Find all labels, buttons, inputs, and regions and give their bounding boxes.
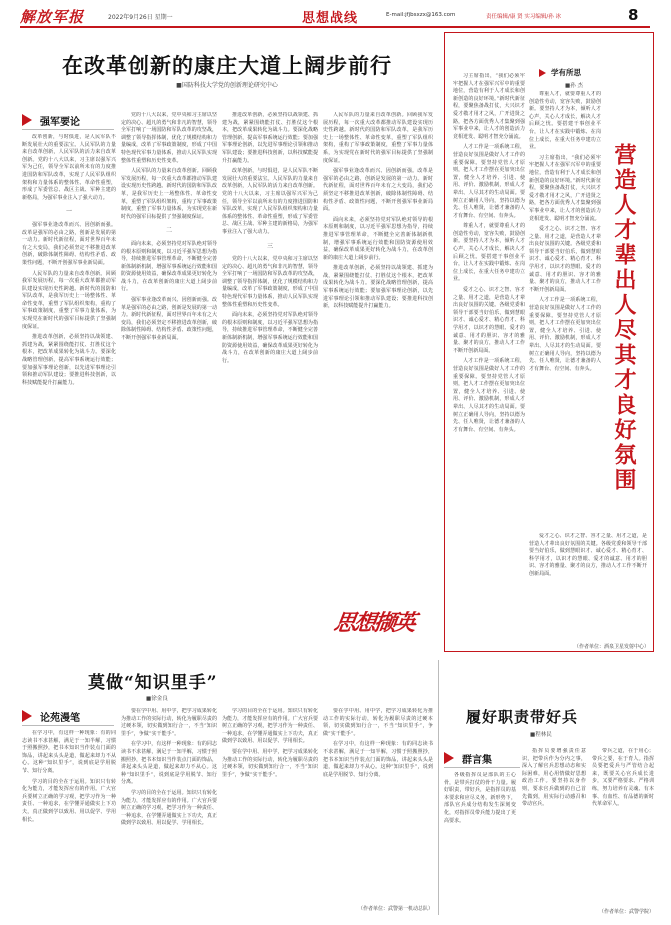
- vertical-divider: [438, 660, 439, 915]
- paragraph: 面向未来，必须坚持党对军队绝对领导的根本原则和制度，以习近平强军思想为指导，持续推进军事管理革命，不断健全完善新体制新机制，增强军事系统运行效能和国防资源使用效益，确保改革成果更好转化为战斗力，在改革创新的康庄大道上阔步前行。: [222, 312, 318, 364]
- paragraph: 人民军队的力量来自改革创新。回顾我军发展历程，每一次重大改革都推动军队建设实现历史性跨越。新时代的国防和军队改革，是我军历史上一场整体性、革命性变革，重塑了军队组织架构，重构了军事政策制度，重整了军事力量体系，为实现党在新时代的强军目标提供了坚强制度保证。: [323, 112, 433, 164]
- paragraph: 要在学中用、用中学，把学习成果转化为推动工作的实际行动，转化为履职尽责的过硬本领，切实做到知行合一，不当“知识里手”，争做“实干能手”。: [222, 748, 318, 778]
- kicker-arrow-icon: [444, 752, 454, 764]
- kicker-label: 群言集: [462, 755, 492, 766]
- essay2-headline: 履好职责带好兵: [466, 708, 579, 726]
- masthead: [20, 6, 650, 26]
- column-author: ■孙 杰: [565, 83, 583, 89]
- essay2-col-1: [444, 772, 516, 915]
- column-headline: 营造人才辈出人尽其才良好氛围: [611, 143, 637, 493]
- column-text-1: [453, 73, 525, 643]
- paragraph: 强军事业逢改革而兴、因创新而强。改革是强军的必由之路，创新是发展的第一动力。新时代新征程，面对世界百年未有之大变局，我们必须坚定不移推进改革创新，破除体制性障碍、结构性矛盾、政策性问题，不断开创强军事业新局面。: [323, 168, 433, 213]
- paragraph: 推进改革创新，必须坚持以战领建、抓建为战，紧紧围绕能打仗、打胜仗这个根本，把改革成果转化为战斗力。要深化战略管理创新，提高军事系统运行效能；要加强军事理论创新，以先进军事理论引领和推动军队建设；要推进科技创新，以科技赋能提升打赢能力。: [22, 334, 116, 386]
- paragraph: 习主席指出，“我们必须牢牢把握人才在强军兴军中的重要地位，营造有利于人才成长和创新创造的良好环境。”新时代新征程，要聚焦备战打仗，大兴识才爱才敬才用才之风，广开进贤之路，把各方面优秀人才集聚到强军事业中来，让人才的创造活力竞相迸发、聪明才智充分涌流。: [529, 154, 601, 222]
- kicker-underline: [22, 129, 114, 130]
- essay2-author: ■程林民: [530, 732, 552, 738]
- kicker-label: 强军要论: [40, 117, 80, 128]
- section-email: E-mail:jfjbsxzx@163.com: [386, 12, 456, 18]
- essay2-col-3: [592, 748, 654, 908]
- paragraph: 在学习中，有这样一种现象：有的同志读书不求甚解，满足于一知半解，习惯于照搬照抄，把书本知识当作装点门面的饰品，讲起来头头是道，做起来却力不从心。这种“知识里手”，说到底是学用脱节、知行分离。: [22, 730, 116, 774]
- column-signoff: （作者单位：酒泉卫星发射中心）: [573, 644, 649, 650]
- paragraph: 强军事业逢改革而兴、因创新而强。改革是强军的必由之路，创新是发展的第一动力。新时代新征程，面对世界百年未有之大变局，我们必须坚定不移推进改革创新，破除体制性障碍、结构性矛盾、政策性问题，不断开创强军事业新局面。: [121, 297, 217, 342]
- page-number: 8: [628, 6, 639, 24]
- calligraphy-banner: [334, 600, 438, 646]
- main-col-3: [222, 112, 318, 594]
- paragraph: 人民军队的力量来自改革创新。回顾我军发展历程，每一次重大改革都推动军队建设实现历史性跨越。新时代的国防和军队改革，是我军历史上一场整体性、革命性变革，重塑了军队组织架构，重构了军事政策制度，重整了军事力量体系，为实现党在新时代的强军目标提供了坚强制度保证。: [22, 270, 116, 330]
- paragraph: 要在学中用、用中学，把学习成果转化为推动工作的实际行动，转化为履职尽责的过硬本领，切实做到知行合一，不当“知识里手”，争做“实干能手”。: [121, 708, 217, 737]
- paragraph: 爱才之心、识才之智、容才之量、用才之道，是营造人才辈出良好氛围的关键。各级党委和领导干部要当好伯乐，做到慧眼识才、诚心爱才、精心育才、科学用才，以识才的慧眼、爱才的诚意、用才的胆识、容才的雅量、聚才的良方，推动人才工作不断开创新局面。: [529, 533, 647, 577]
- essay1-author: ■徐金良: [146, 696, 168, 702]
- paragraph: 推进改革创新，必须坚持以战领建、抓建为战，紧紧围绕能打仗、打胜仗这个根本，把改革成果转化为战斗力。要深化战略管理创新，提高军事系统运行效能；要加强军事理论创新，以先进军事理论引领和推动军队建设；要推进科技创新，以科技赋能提升打赢能力。: [323, 265, 433, 310]
- paragraph: 党的十八大以来，党中央和习主席以坚定的决心、超凡的勇气和非凡的智慧，领导全军打响了一场国防和军队改革的攻坚战，调整了领导指挥体制，优化了规模结构和力量编成，改革了军事政策制度，形成了中国特色现代军事力量体系，推动人民军队实现整体性重塑和历史性变革。: [121, 112, 217, 164]
- section-number: 一: [65, 208, 73, 216]
- column-box: [444, 32, 654, 652]
- paragraph: 指挥员要增强责任意识，把带兵作为分内之事，深入了解官兵思想动态和实际困难，用心用情做好思想政治工作。要坚持以身作则，要求官兵做到的自己首先做到，用实际行动感召和带动官兵。: [522, 748, 586, 808]
- paragraph: 人才工作是一项系统工程，营造良好氛围是做好人才工作的重要保障。要坚持党管人才原则，把人才工作摆在更加突出位置，健全人才培养、引进、使用、评价、激励机制，形成人才辈出、人尽其才的生动局面。要树立正确用人导向，坚持以德为先、任人唯贤，让德才兼备的人才有舞台、有空间、有奔头。: [453, 144, 525, 219]
- calligraphy-text: 思想撷英: [332, 610, 416, 636]
- kicker-lunyuan: [22, 708, 114, 724]
- paragraph: 面向未来，必须坚持党对军队绝对领导的根本原则和制度，以习近平强军思想为指导，持续推进军事管理革命，不断健全完善新体制新机制，增强军事系统运行效能和国防资源使用效益，确保改革成果更好转化为战斗力，在改革创新的康庄大道上阔步前行。: [121, 240, 217, 293]
- essay2-signoff: （作者单位：武警学院）: [598, 909, 654, 915]
- section-number: 三: [266, 242, 274, 250]
- kicker-arrow-icon: [539, 69, 546, 77]
- paragraph: 学习的目的全在于运用。知识只有转化为能力，才能发挥应有的作用。广大官兵要树立正确的学习观，把学习作为一种责任、一种追求，在学懂弄通做实上下功夫，真正做到学以致用、用以促学、学用相长。: [222, 708, 318, 745]
- paragraph: 各级指挥员是部队的主心骨，是带兵打仗的骨干力量。履好职责，带好兵，是指挥员的基本要求和应尽义务。新形势下，部队官兵成分结构发生深刻变化，对指挥员带兵能力提出了更高要求。: [444, 772, 516, 824]
- essay1-col-3: [222, 708, 318, 915]
- main-headline: 在改革创新的康庄大道上阔步前行: [62, 53, 392, 78]
- essay1-signoff: （作者单位：武警第一机动总队）: [357, 906, 433, 912]
- kicker-arrow-icon: [22, 114, 32, 126]
- kicker-qunyan: [444, 750, 520, 766]
- kicker-qiangjun: [22, 112, 114, 128]
- main-byline: ■国防科技大学党的创新理论研究中心: [176, 82, 278, 89]
- paper-logo: 解放军报: [20, 8, 85, 26]
- paragraph: 改革创新，与时俱进，是人民军队不断发展壮大的重要法宝。人民军队的力量来自改革创新，人民军队的活力来自改革创新。党的十八大以来，习主席以强军兴军为己任，领导全军以前所未有的力度推进国防和军队改革，实现了人民军队组织架构和力量体系的整体性、革命性重塑，形成了军委管总、战区主战、军种主建的新格局，为强军事业注入了强大动力。: [22, 134, 116, 201]
- section-name: 思想战线: [302, 11, 359, 26]
- main-col-2: [121, 112, 217, 594]
- essay1-headline: 莫做“知识里手”: [88, 673, 218, 693]
- paragraph: 改革创新，与时俱进，是人民军队不断发展壮大的重要法宝。人民军队的力量来自改革创新，人民军队的活力来自改革创新。党的十八大以来，习主席以强军兴军为己任，领导全军以前所未有的力度推进国防和军队改革，实现了人民军队组织架构和力量体系的整体性、革命性重塑，形成了军委管总、战区主战、军种主建的新格局，为强军事业注入了强大动力。: [222, 168, 318, 235]
- paragraph: 推进改革创新，必须坚持以战领建、抓建为战，紧紧围绕能打仗、打胜仗这个根本，把改革成果转化为战斗力。要深化战略管理创新，提高军事系统运行效能；要加强军事理论创新，以先进军事理论引领和推动军队建设；要推进科技创新，以科技赋能提升打赢能力。: [222, 112, 318, 164]
- masthead-rule: [20, 26, 650, 28]
- main-col-4: [323, 112, 433, 594]
- issue-date: 2022年9月26日 星期一: [108, 14, 173, 21]
- paragraph: 学习的目的全在于运用。知识只有转化为能力，才能发挥应有的作用。广大官兵要树立正确的学习观，把学习作为一种责任、一种追求，在学懂弄通做实上下功夫，真正做到学以致用、用以促学、学用相长。: [22, 778, 116, 823]
- kicker-underline: [22, 725, 114, 726]
- essay1-col-2: [121, 708, 217, 915]
- paragraph: 面向未来，必须坚持党对军队绝对领导的根本原则和制度，以习近平强军思想为指导，持续推进军事管理革命，不断健全完善新体制新机制，增强军事系统运行效能和国防资源使用效益，确保改革成果更好转化为战斗力，在改革创新的康庄大道上阔步前行。: [323, 216, 433, 261]
- paragraph: 要在学中用、用中学，把学习成果转化为推动工作的实际行动，转化为履职尽责的过硬本领，切实做到知行合一，不当“知识里手”，争做“实干能手”。: [323, 708, 433, 737]
- section-number: 二: [165, 227, 173, 235]
- paragraph: 爱才之心、识才之智、容才之量、用才之道，是营造人才辈出良好氛围的关键。各级党委和领导干部要当好伯乐，做到慧眼识才、诚心爱才、精心育才、科学用才，以识才的慧眼、爱才的诚意、用才的胆识、容才的雅量、聚才的良方，推动人才工作不断开创新局面。: [529, 226, 601, 293]
- paragraph: 学习的目的全在于运用。知识只有转化为能力，才能发挥应有的作用。广大官兵要树立正确的学习观，把学习作为一种责任、一种追求，在学懂弄通做实上下功夫，真正做到学以致用、用以促学、学用相长。: [121, 789, 217, 827]
- paragraph: 党的十八大以来，党中央和习主席以坚定的决心、超凡的勇气和非凡的智慧，领导全军打响了一场国防和军队改革的攻坚战，调整了领导指挥体制，优化了规模结构和力量编成，改革了军事政策制度，形成了中国特色现代军事力量体系，推动人民军队实现整体性重塑和历史性变革。: [222, 256, 318, 308]
- kicker-underline: [444, 767, 520, 768]
- column-text-3: [529, 533, 647, 643]
- paragraph: 尊重人才，就要尊重人才的创造性劳动，宽容失败，鼓励创新。要坚持人才为本，倾听人才心声，关心人才成长，解决人才后顾之忧。要搭建干事创业平台，让人才在实践中锻炼、在岗位上成长，在重大任务中建功立业。: [453, 223, 525, 283]
- paragraph: 爱才之心、识才之智、容才之量、用才之道，是营造人才辈出良好氛围的关键。各级党委和领导干部要当好伯乐，做到慧眼识才、诚心爱才、精心育才、科学用才，以识才的慧眼、爱才的诚意、用才的胆识、容才的雅量、聚才的良方，推动人才工作不断开创新局面。: [453, 287, 525, 354]
- kicker-label: 论苑漫笔: [40, 713, 80, 724]
- column-kicker-label: 学有所思: [551, 68, 581, 77]
- paragraph: 习主席指出，“我们必须牢牢把握人才在强军兴军中的重要地位，营造有利于人才成长和创新创造的良好环境。”新时代新征程，要聚焦备战打仗，大兴识才爱才敬才用才之风，广开进贤之路，把各方面优秀人才集聚到强军事业中来，让人才的创造活力竞相迸发、聪明才智充分涌流。: [453, 73, 525, 140]
- paragraph: 强军事业逢改革而兴、因创新而强。改革是强军的必由之路，创新是发展的第一动力。新时代新征程，面对世界百年未有之大变局，我们必须坚定不移推进改革创新，破除体制性障碍、结构性矛盾、政策性问题，不断开创强军事业新局面。: [22, 221, 116, 266]
- main-col-1: [22, 134, 116, 594]
- paragraph: 人才工作是一项系统工程，营造良好氛围是做好人才工作的重要保障。要坚持党管人才原则，把人才工作摆在更加突出位置，健全人才培养、引进、使用、评价、激励机制，形成人才辈出、人尽其才的生动局面。要树立正确用人导向，坚持以德为先、任人唯贤，让德才兼备的人才有舞台、有空间、有奔头。: [529, 297, 601, 372]
- paragraph: 在学习中，有这样一种现象：有的同志读书不求甚解，满足于一知半解，习惯于照搬照抄，把书本知识当作装点门面的饰品，讲起来头头是道，做起来却力不从心。这种“知识里手”，说到底是学用脱节、知行分离。: [323, 741, 433, 778]
- paragraph: 带兵之道，在于用心；带兵之要，在于育人。指挥员要把爱兵与严管结合起来，既要关心官兵成长进步，又要严格要求、严格训练，努力培养有灵魂、有本事、有血性、有品德的新时代革命军人。: [592, 748, 654, 808]
- paragraph: 在学习中，有这样一种现象：有的同志读书不求甚解，满足于一知半解，习惯于照搬照抄，把书本知识当作装点门面的饰品，讲起来头头是道，做起来却力不从心。这种“知识里手”，说到底是学用脱节、知行分离。: [121, 741, 217, 786]
- column-text-2: [529, 91, 601, 531]
- column-kicker: [539, 67, 629, 79]
- essay1-col-1: [22, 730, 116, 915]
- editors-credit: 责任编辑/康 贤 实习编辑/孙 冰: [486, 14, 561, 20]
- paragraph: 尊重人才，就要尊重人才的创造性劳动，宽容失败，鼓励创新。要坚持人才为本，倾听人才心声，关心人才成长，解决人才后顾之忧。要搭建干事创业平台，让人才在实践中锻炼、在岗位上成长，在重大任务中建功立业。: [529, 91, 601, 151]
- essay2-col-2: [522, 748, 586, 915]
- paragraph: 人才工作是一项系统工程，营造良好氛围是做好人才工作的重要保障。要坚持党管人才原则，把人才工作摆在更加突出位置，健全人才培养、引进、使用、评价、激励机制，形成人才辈出、人尽其才的生动局面。要树立正确用人导向，坚持以德为先、任人唯贤，让德才兼备的人才有舞台、有空间、有奔头。: [453, 358, 525, 433]
- essay1-col-4: [323, 708, 433, 893]
- paragraph: 人民军队的力量来自改革创新。回顾我军发展历程，每一次重大改革都推动军队建设实现历史性跨越。新时代的国防和军队改革，是我军历史上一场整体性、革命性变革，重塑了军队组织架构，重构了军事政策制度，重整了军事力量体系，为实现党在新时代的强军目标提供了坚强制度保证。: [121, 168, 217, 220]
- kicker-arrow-icon: [22, 710, 32, 722]
